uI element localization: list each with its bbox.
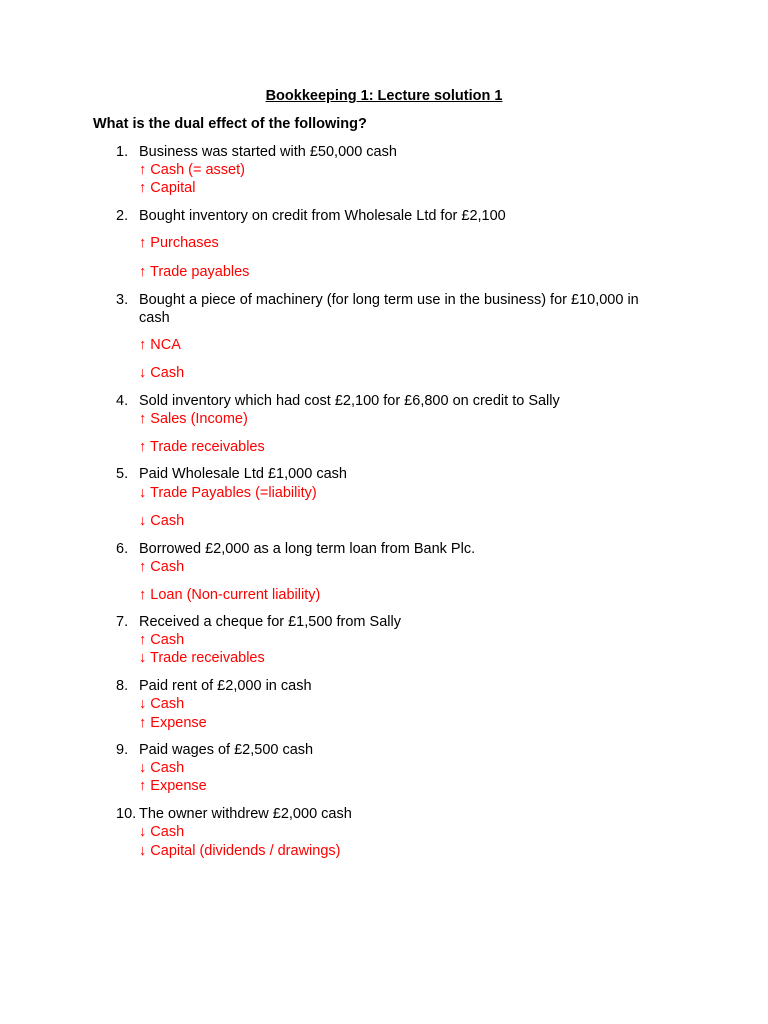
item-text: Business was started with £50,000 cash: [139, 144, 397, 160]
effect-line: ↓ Trade receivables: [139, 650, 265, 666]
effect-line: ↑ Expense: [139, 778, 207, 794]
effect-line: ↓ Cash: [139, 513, 185, 529]
item-number: 10.: [116, 806, 137, 822]
effect-line: ↑ Cash: [139, 632, 185, 648]
item-number: 8.: [116, 678, 129, 694]
effect-line: ↑ Purchases: [139, 235, 219, 251]
item-text: Received a cheque for £1,500 from Sally: [139, 614, 401, 630]
effect-line: ↑ Loan (Non-current liability): [139, 587, 321, 603]
item-number: 3.: [116, 292, 129, 308]
item-number: 6.: [116, 541, 129, 557]
effect-line: ↑ Trade payables: [139, 264, 250, 280]
item-number: 2.: [116, 208, 129, 224]
item-text: The owner withdrew £2,000 cash: [139, 806, 352, 822]
effect-line: ↑ Sales (Income): [139, 411, 248, 427]
item-text: Bought a piece of machinery (for long term use in the business) for £10,000 in: [139, 292, 639, 308]
effect-line: ↑ Capital: [139, 180, 196, 196]
page-title: Bookkeeping 1: Lecture solution 1: [265, 88, 503, 104]
effect-line: ↓ Cash: [139, 760, 185, 776]
effect-line: ↓ Trade Payables (=liability): [139, 485, 317, 501]
item-number: 1.: [116, 144, 129, 160]
question-heading: What is the dual effect of the following?: [93, 116, 367, 132]
effect-line: ↑ Cash: [139, 559, 185, 575]
item-text: Paid rent of £2,000 in cash: [139, 678, 312, 694]
item-text: Paid Wholesale Ltd £1,000 cash: [139, 466, 347, 482]
effect-line: ↑ Trade receivables: [139, 439, 265, 455]
item-text: Borrowed £2,000 as a long term loan from Bank Plc.: [139, 541, 476, 557]
effect-line: ↑ NCA: [139, 337, 181, 353]
item-text: Paid wages of £2,500 cash: [139, 742, 314, 758]
item-number: 7.: [116, 614, 129, 630]
item-text: Bought inventory on credit from Wholesale Ltd for £2,100: [139, 208, 506, 224]
effect-line: ↑ Expense: [139, 715, 207, 731]
effect-line: ↑ Cash (= asset): [139, 162, 245, 178]
effect-line: ↓ Cash: [139, 365, 185, 381]
effect-line: ↓ Cash: [139, 696, 185, 712]
item-number: 4.: [116, 393, 129, 409]
item-number: 5.: [116, 466, 129, 482]
effect-line: ↓ Cash: [139, 824, 185, 840]
item-text-continued: cash: [139, 310, 170, 326]
effect-line: ↓ Capital (dividends / drawings): [139, 843, 341, 859]
item-number: 9.: [116, 742, 129, 758]
item-text: Sold inventory which had cost £2,100 for £6,800 on credit to Sally: [139, 393, 560, 409]
